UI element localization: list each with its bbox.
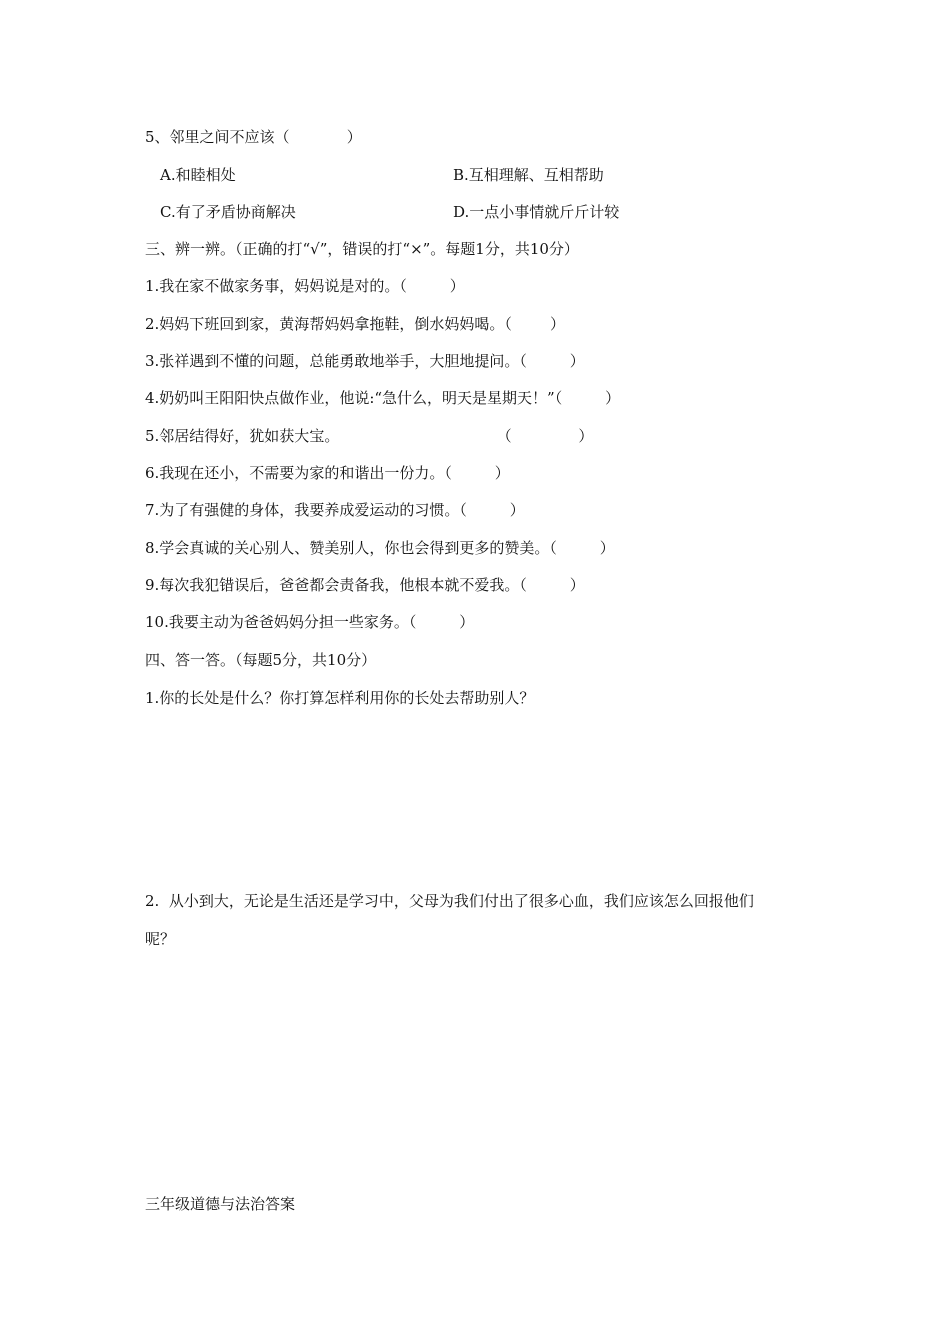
answer-question-2-line-1: 2. 从小到大，无论是生活还是学习中，父母为我们付出了很多心血，我们应该怎么回报他们 [145,892,754,910]
answer-question-2-line-2: 呢？ [145,930,176,948]
judge-item-5: 5.邻居结得好，犹如获大宝。 （ ） [145,427,594,445]
section-4-title: 四、答一答。（每题5分，共10分） [145,651,377,669]
judge-item-3: 3.张祥遇到不懂的问题，总能勇敢地举手，大胆地提问。（ ） [145,352,585,370]
answer-key-title: 三年级道德与法治答案 [145,1195,296,1213]
option-d: D.一点小事情就斤斤计较 [453,203,620,221]
option-c: C.有了矛盾协商解决 [160,203,296,221]
judge-item-7: 7.为了有强健的身体，我要养成爱运动的习惯。（ ） [145,501,525,519]
option-b: B.互相理解、互相帮助 [453,166,604,184]
judge-item-10: 10.我要主动为爸爸妈妈分担一些家务。（ ） [145,613,475,631]
judge-item-8: 8.学会真诚的关心别人、赞美别人，你也会得到更多的赞美。（ ） [145,539,615,557]
section-3-title: 三、辨一辨。（正确的打“√”，错误的打“×”。每题1分，共10分） [145,240,579,258]
judge-item-4: 4.奶奶叫王阳阳快点做作业，他说:“急什么，明天是星期天！”（ ） [145,389,621,407]
judge-item-2: 2.妈妈下班回到家，黄海帮妈妈拿拖鞋，倒水妈妈喝。（ ） [145,315,565,333]
judge-item-1: 1.我在家不做家务事，妈妈说是对的。（ ） [145,277,465,295]
judge-item-9: 9.每次我犯错误后，爸爸都会责备我，他根本就不爱我。（ ） [145,576,585,594]
option-a: A.和睦相处 [160,166,236,184]
question-5-stem: 5、邻里之间不应该（ ） [145,128,362,146]
answer-question-1: 1.你的长处是什么？你打算怎样利用你的长处去帮助别人？ [145,689,535,707]
judge-item-6: 6.我现在还小，不需要为家的和谐出一份力。（ ） [145,464,510,482]
